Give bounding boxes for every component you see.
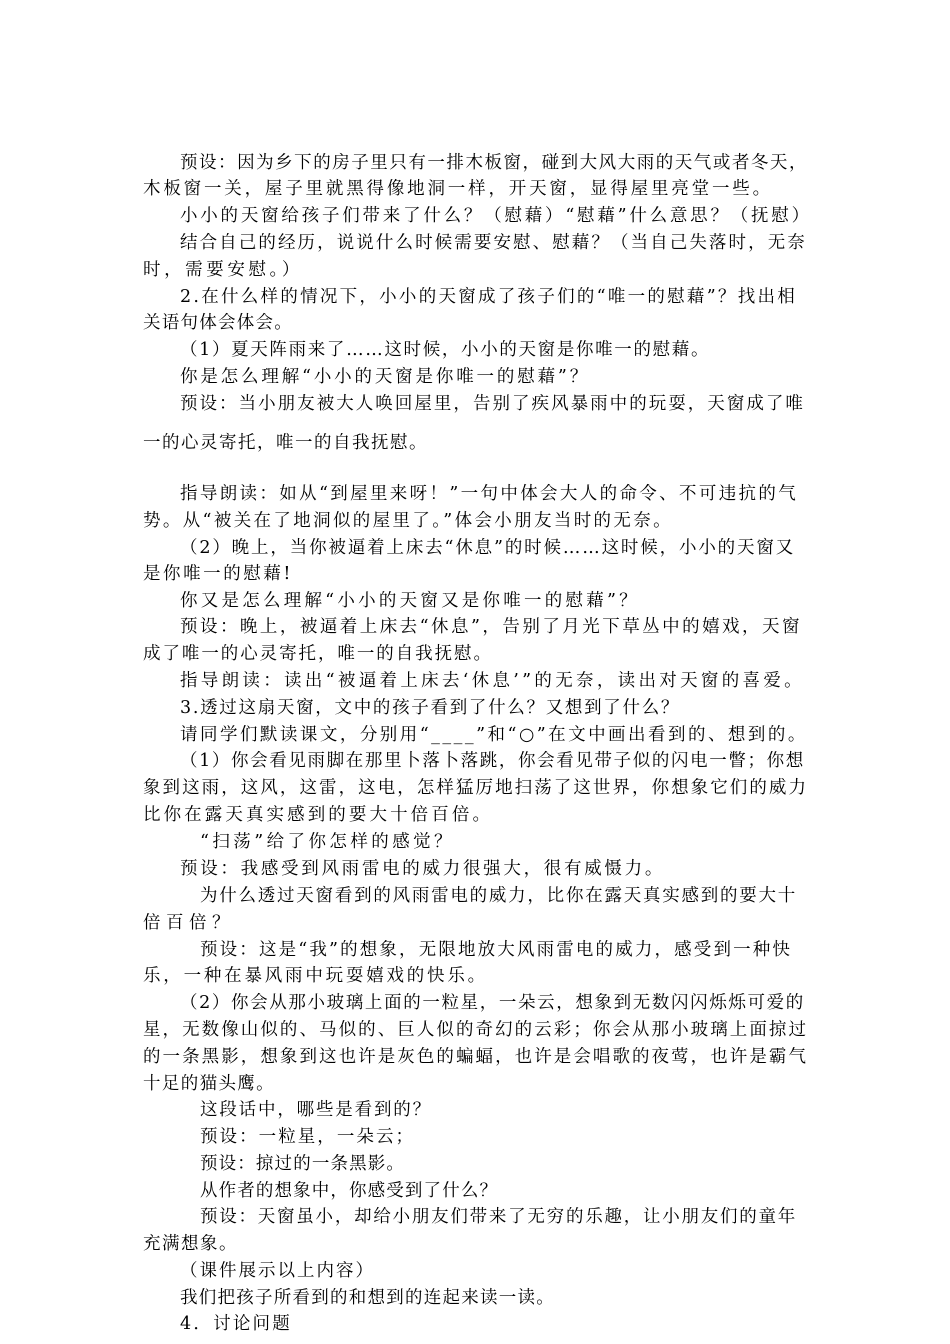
text-line: 一的心灵寄托，唯一的自我抚慰。 — [143, 433, 428, 453]
text-line: 指导朗读：如从“到屋里来呀！”一句中体会大人的命令、不可违抗的气 — [180, 484, 799, 504]
text-line: 星，无数像山似的、马似的、巨人似的奇幻的云彩；你会从那小玻璃上面掠过 — [143, 1020, 809, 1040]
text-line: 预设：掠过的一条黑影。 — [200, 1154, 406, 1174]
text-line: 预设：一粒星，一朵云； — [200, 1127, 416, 1147]
text-line: 为什么透过天窗看到的风雨雷电的威力，比你在露天真实感到的要大十 — [200, 886, 798, 906]
text-line: 3.透过这扇天窗，文中的孩子看到了什么？又想到了什么？ — [180, 698, 681, 718]
text-line: 你是怎么理解“小小的天窗是你唯一的慰藉”？ — [180, 367, 591, 387]
text-line: （课件展示以上内容） — [180, 1261, 375, 1281]
text-line: 结合自己的经历，说说什么时候需要安慰、慰藉？（当自己失落时，无奈 — [180, 233, 807, 253]
text-line: 指导朗读：读出“被逼着上床去‘休息’”的无奈，读出对天窗的喜爱。 — [180, 671, 805, 691]
text-line: （2）你会从那小玻璃上面的一粒星，一朵云，想象到无数闪闪烁烁可爱的 — [180, 993, 805, 1013]
text-line: 倍百倍？ — [143, 913, 235, 933]
text-line: 从作者的想象中，你感受到了什么？ — [200, 1181, 499, 1201]
text-line: 成了唯一的心灵寄托，唯一的自我抚慰。 — [143, 644, 493, 664]
text-line: “扫荡”给了你怎样的感觉？ — [200, 832, 455, 852]
text-line: （1）你会看见雨脚在那里卜落卜落跳，你会看见带子似的闪电一瞥；你想 — [180, 751, 805, 771]
text-line: 势。从“被关在了地洞似的屋里了。”体会小朋友当时的无奈。 — [143, 511, 673, 531]
text-line: （1）夏天阵雨来了……这时候，小小的天窗是你唯一的慰藉。 — [180, 340, 711, 360]
text-line: 小小的天窗给孩子们带来了什么？（慰藉）“慰藉”什么意思？（抚慰） — [180, 206, 812, 226]
text-line: 十足的猫头鹰。 — [143, 1074, 276, 1094]
text-line: 充满想象。 — [143, 1234, 238, 1254]
text-line: 我们把孩子所看到的和想到的连起来读一读。 — [180, 1288, 555, 1308]
text-line: 比你在露天真实感到的要大十倍百倍。 — [143, 805, 494, 825]
text-line: 象到这雨，这风，这雷，这电，怎样猛厉地扫荡了这世界，你想象它们的威力 — [143, 778, 809, 798]
text-line: 预设：天窗虽小，却给小朋友们带来了无穷的乐趣，让小朋友们的童年 — [200, 1207, 798, 1227]
text-line: 预设：我感受到风雨雷电的威力很强大，很有威慑力。 — [180, 859, 666, 879]
text-line: 预设：当小朋友被大人唤回屋里，告别了疾风暴雨中的玩耍，天窗成了唯 — [180, 394, 805, 414]
text-line: 是你唯一的慰藉! — [143, 564, 294, 584]
text-line: 2.在什么样的情况下，小小的天窗成了孩子们的“唯一的慰藉”？找出相 — [180, 287, 797, 307]
text-line: 你又是怎么理解“小小的天窗又是你唯一的慰藉”？ — [180, 591, 640, 611]
text-line: 预设：因为乡下的房子里只有一排木板窗，碰到大风大雨的天气或者冬天， — [180, 153, 808, 173]
text-line: 木板窗一关，屋子里就黑得像地洞一样，开天窗，显得屋里亮堂一些。 — [143, 179, 773, 199]
text-line: 预设：晚上，被逼着上床去“休息”，告别了月光下草丛中的嬉戏，天窗 — [180, 617, 802, 637]
text-line: 请同学们默读课文，分别用“____”和“○”在文中画出看到的、想到的。 — [180, 725, 808, 745]
text-line: （2）晚上，当你被逼着上床去“休息”的时候……这时候，小小的天窗又 — [180, 538, 796, 558]
text-line: 的一条黑影，想象到这也许是灰色的蝙蝠，也许是会唱歌的夜莺，也许是霸气 — [143, 1047, 809, 1067]
text-line: 这段话中，哪些是看到的？ — [200, 1100, 432, 1120]
text-line: 4．讨论问题 — [180, 1314, 293, 1334]
text-line: 关语句体会体会。 — [143, 313, 293, 333]
text-line: 预设：这是“我”的想象，无限地放大风雨雷电的威力，感受到一种快 — [200, 940, 793, 960]
text-line: 乐，一种在暴风雨中玩耍嬉戏的快乐。 — [143, 966, 488, 986]
text-line: 时，需要安慰。） — [143, 260, 303, 280]
